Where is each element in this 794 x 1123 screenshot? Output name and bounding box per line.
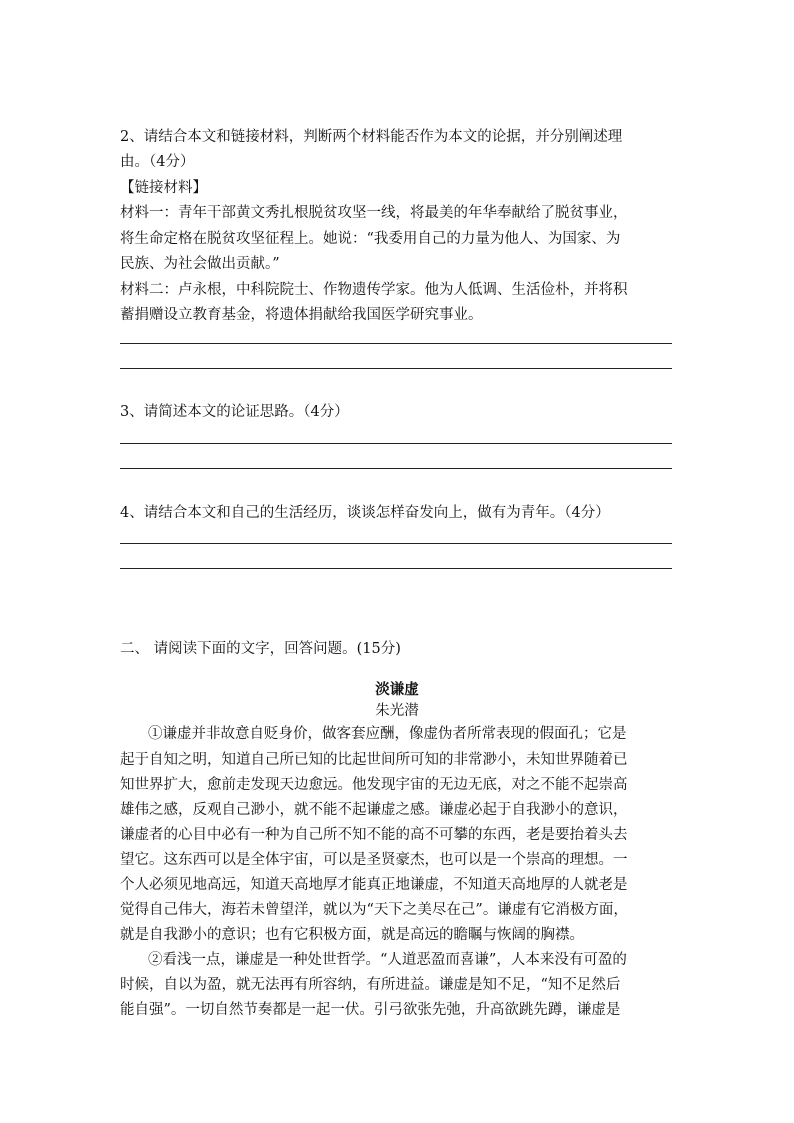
q2-answer-line[interactable] <box>120 343 672 344</box>
q2-line: 2、请结合本文和链接材料，判断两个材料能否作为本文的论据，并分别阐述理 <box>120 129 623 145</box>
article-line: 知世界扩大，愈前走发现天边愈远。他发现宇宙的无边无底，对之不能不起崇高 <box>120 777 628 793</box>
article-line: 雄伟之感，反观自己渺小，就不能不起谦虚之感。谦虚必起于自我渺小的意识， <box>120 802 628 818</box>
article-line: 觉得自己伟大，海若未曾望洋，就以为“天下之美尽在己”。谦虚有它消极方面， <box>120 902 628 918</box>
q2-line: 民族、为社会做出贡献。” <box>120 256 280 272</box>
q4-answer-line[interactable] <box>120 568 672 569</box>
q3-question: 3、请简述本文的论证思路。（4分） <box>120 404 349 420</box>
q3-answer-line[interactable] <box>120 443 672 444</box>
article-line: 时候，自以为盈，就无法再有所容纳，有所进益。谦虚是知不足，“知不足然后 <box>120 977 621 993</box>
article-title: 淡谦虚 <box>375 681 419 698</box>
q2-line: 由。（4分） <box>120 154 195 170</box>
q2-line: 【链接材料】 <box>120 180 207 196</box>
article-line: 望它。这东西可以是全体宇宙，可以是圣贤豪杰，也可以是一个崇高的理想。一 <box>120 852 628 868</box>
q2-line: 材料一：青年干部黄文秀扎根脱贫攻坚一线，将最美的年华奉献给了脱贫事业， <box>120 205 628 221</box>
q2-line: 材料二：卢永根，中科院院士、作物遗传学家。他为人低调、生活俭朴，并将积 <box>120 282 628 298</box>
article-line: ②看浅一点，谦虚是一种处世哲学。“人道恶盈而喜谦”，人本来没有可盈的 <box>148 952 627 968</box>
article-author: 朱光潜 <box>375 703 419 719</box>
section-heading: 二、 请阅读下面的文字，回答问题。(15分) <box>120 641 401 657</box>
article-line: ①谦虚并非故意自贬身价，做客套应酬，像虚伪者所常表现的假面孔；它是 <box>148 726 627 742</box>
article-line: 就是自我渺小的意识；也有它积极方面，就是高远的瞻瞩与恢阔的胸襟。 <box>120 927 584 943</box>
article-line: 能自强”。一切自然节奏都是一起一伏。引弓欲张先弛，升高欲跳先蹲，谦虚是 <box>120 1002 621 1018</box>
q3-answer-line[interactable] <box>120 468 672 469</box>
q2-answer-line[interactable] <box>120 368 672 369</box>
article-line: 起于自知之明，知道自己所已知的比起世间所可知的非常渺小，未知世界随着已 <box>120 752 628 768</box>
q4-question: 4、请结合本文和自己的生活经历，谈谈怎样奋发向上，做有为青年。（4分） <box>120 505 610 521</box>
q2-line: 蓄捐赠设立教育基金，将遗体捐献给我国医学研究事业。 <box>120 307 483 323</box>
article-line: 谦虚者的心目中必有一种为自己所不知不能的高不可攀的东西，老是要抬着头去 <box>120 827 628 843</box>
article-line: 个人必须见地高远，知道天高地厚才能真正地谦虚，不知道天高地厚的人就老是 <box>120 877 628 893</box>
q2-line: 将生命定格在脱贫攻坚征程上。她说：“我委用自己的力量为他人、为国家、为 <box>120 231 621 247</box>
q4-answer-line[interactable] <box>120 543 672 544</box>
